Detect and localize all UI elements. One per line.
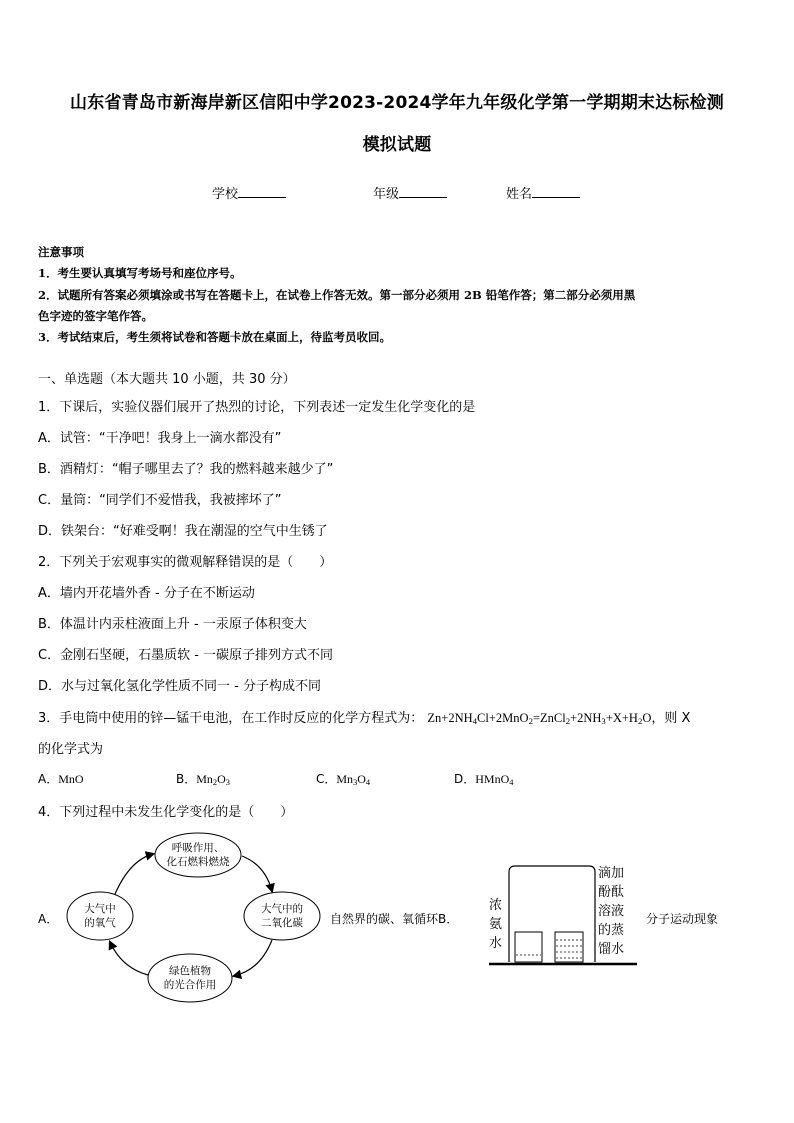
q3-option-d: D．HMnO$_4$ <box>454 772 514 788</box>
cycle-arrow-right-to-bottom <box>234 940 272 976</box>
q1-option-a: A．试管：“干净吧！我身上一滴水都没有” <box>38 431 282 446</box>
cycle-node-left <box>67 892 133 940</box>
beaker-left <box>515 932 542 962</box>
phenolphthalein-label <box>598 864 624 959</box>
q3-option-b-label: B． <box>176 772 197 786</box>
carbon-oxygen-cycle-diagram <box>60 830 330 1005</box>
option-a-caption-text: 自然界的碳、氧循环 <box>330 912 439 926</box>
q1-option-d: D．铁架台：“好难受啊！我在潮湿的空气中生锈了 <box>38 524 328 539</box>
q3-stem-line2: 的化学式为 <box>38 742 104 757</box>
q3-option-a-label: A． <box>38 772 59 786</box>
q3-equation: $Zn+2NH_4Cl+2MnO_2=ZnCl_2+2NH_3+X+H_2O$ <box>427 711 652 727</box>
cycle-node-right <box>244 892 320 940</box>
cycle-node-left-line1: 大气中 <box>84 903 116 915</box>
q3-stem-prefix: 3．手电筒中使用的锌—锰干电池，在工作时反应的化学方程式为： <box>38 711 424 726</box>
school-label: 学校 <box>212 187 239 202</box>
grade-field <box>373 183 447 202</box>
notice-item-2: 2．试题所有答案必须填涂或书写在答题卡上，在试卷上作答无效。第一部分必须用 2B 铅笔作答；第二部分必须用黑 <box>38 288 636 302</box>
cycle-node-right-line1: 大气中的 <box>261 903 303 915</box>
q2-option-a: A．墙内开花墙外香 - 分子在不断运动 <box>38 586 255 601</box>
grade-blank <box>399 185 447 198</box>
bell-jar <box>509 866 595 962</box>
notice-heading: 注意事项 <box>38 245 84 259</box>
cycle-node-bottom <box>148 954 232 1002</box>
q2-stem: 2．下列关于宏观事实的微观解释错误的是（ ） <box>38 555 333 570</box>
q3-stem-suffix: ，则 X <box>651 711 691 726</box>
q4-option-a-caption <box>330 910 458 927</box>
cycle-node-right-line2: 二氧化碳 <box>261 917 303 929</box>
cycle-arrow-left-to-top <box>115 854 153 894</box>
school-field <box>212 183 286 202</box>
school-blank <box>238 185 286 198</box>
q4-stem: 4．下列过程中未发生化学变化的是（ ） <box>38 805 294 820</box>
cycle-arrow-top-to-right <box>242 856 272 891</box>
cycle-node-left-line2: 的氧气 <box>84 917 116 929</box>
cycle-node-bottom-line1: 绿色植物 <box>169 965 211 977</box>
ammonia-label-char-2: 氨 <box>489 917 503 932</box>
name-field <box>506 183 580 202</box>
phenolphthalein-label-line-3: 溶液 <box>598 904 625 919</box>
q3-option-b: B．$Mn_2O_3$ <box>176 772 230 788</box>
q3-option-d-label: D． <box>454 772 476 786</box>
cycle-node-bottom-line2: 的光合作用 <box>163 979 217 991</box>
name-label: 姓名 <box>506 187 533 202</box>
cycle-node-top-line2: 化石燃料燃烧 <box>166 856 230 868</box>
q1-option-c: C．量筒：“同学们不爱惜我，我被摔坏了” <box>38 493 282 508</box>
q2-option-d: D．水与过氧化氢化学性质不同一 - 分子构成不同 <box>38 679 321 694</box>
q1-option-b: B．酒精灯：“帽子哪里去了？我的燃料越来越少了” <box>38 462 334 477</box>
cycle-node-top-line1: 呼吸作用、 <box>171 842 225 854</box>
q1-stem: 1．下课后，实验仪器们展开了热烈的讨论，下列表述一定发生化学变化的是 <box>38 400 476 415</box>
notice-item-1: 1．考生要认真填写考场号和座位序号。 <box>38 266 242 280</box>
cycle-node-top <box>155 833 241 877</box>
exam-title-line2: 模拟试题 <box>362 135 432 155</box>
notice-item-3: 3．考试结束后，考生须将试卷和答题卡放在桌面上，待监考员收回。 <box>38 330 391 344</box>
phenolphthalein-label-line-4: 的蒸 <box>598 923 625 938</box>
q2-option-b: B．体温计内汞柱液面上升 - 一汞原子体积变大 <box>38 617 307 632</box>
phenolphthalein-label-line-2: 酚酞 <box>598 885 625 900</box>
beaker-right <box>555 932 583 962</box>
q4-option-a-label: A． <box>38 912 59 926</box>
ammonia-label-char-3: 水 <box>489 936 503 951</box>
cycle-arrow-bottom-to-left <box>110 942 148 975</box>
q3-option-a: A．MnO <box>38 772 84 786</box>
exam-title-line1: 山东省青岛市新海岸新区信阳中学2023-2024学年九年级化学第一学期期末达标检测 <box>70 93 724 113</box>
phenolphthalein-label-line-1: 滴加 <box>598 866 625 881</box>
notice-item-2-cont: 色字迹的签字笔作答。 <box>38 309 153 323</box>
grade-label: 年级 <box>373 187 400 202</box>
phenolphthalein-label-line-5: 馏水 <box>598 942 625 957</box>
q3-stem <box>38 707 690 726</box>
q3-option-c-label: C． <box>316 772 337 786</box>
section-heading: 一、单选题（本大题共 10 小题，共 30 分） <box>38 372 296 387</box>
ammonia-label <box>489 896 502 953</box>
q2-option-c: C．金刚石坚硬，石墨质软 - 一碳原子排列方式不同 <box>38 648 334 663</box>
q4-option-b-caption: 分子运动现象 <box>646 912 719 926</box>
ammonia-label-char-1: 浓 <box>489 898 503 913</box>
name-blank <box>532 185 580 198</box>
q4-option-b-label: B． <box>438 912 459 926</box>
q3-option-c: C．$Mn_3O_4$ <box>316 772 371 788</box>
